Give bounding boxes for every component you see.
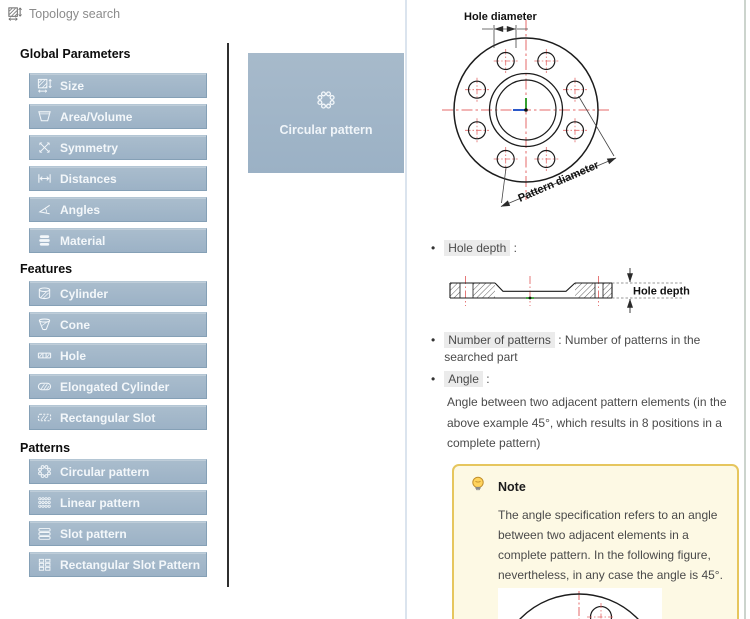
section-heading-patterns: Patterns: [20, 441, 71, 455]
window-title: Topology search: [29, 6, 121, 21]
angle-term: Angle: [444, 371, 483, 387]
section-heading-global-parameters: Global Parameters: [20, 47, 131, 61]
sidebar-button-angles[interactable]: [29, 197, 207, 222]
sidebar-button-distances[interactable]: [29, 166, 207, 191]
hole-diameter-label: Hole diameter: [464, 11, 537, 23]
angles-icon: [37, 202, 52, 217]
number-of-patterns-desc: : Number of patterns in the searched part: [444, 333, 701, 364]
sidebar-button-rectangular-slot-pattern[interactable]: [29, 552, 207, 577]
sidebar-button-label: Cylinder: [60, 286, 109, 301]
sidebar: [20, 46, 220, 583]
number-of-patterns-term: Number of patterns: [444, 332, 555, 348]
sidebar-button-linear-pattern[interactable]: [29, 490, 207, 515]
distances-icon: [37, 171, 52, 186]
rectangular-slot-icon: [37, 410, 52, 425]
sidebar-button-label: Angles: [60, 202, 101, 217]
sidebar-button-label: Material: [60, 233, 106, 248]
sidebar-button-label: Elongated Cylinder: [60, 379, 170, 394]
lightbulb-icon: [469, 475, 487, 498]
bullet-angle: [431, 371, 490, 388]
card-label: Circular pattern: [279, 123, 373, 137]
pattern-diameter-label: Pattern diameter: [516, 159, 601, 205]
slot-pattern-icon: [37, 526, 52, 541]
note-header: [469, 475, 737, 498]
sidebar-button-label: Hole: [60, 348, 87, 363]
sidebar-button-elongated-cylinder[interactable]: [29, 374, 207, 399]
note-figure-container: [498, 588, 662, 619]
angle-description: Angle between two adjacent pattern elements (in the above example 45°, which results in 8 positions in a complete pattern): [447, 395, 727, 450]
sidebar-button-cylinder[interactable]: [29, 281, 207, 306]
flange-top-view-figure: [430, 4, 720, 228]
sidebar-button-label: Area/Volume: [60, 109, 133, 124]
hole-depth-term: Hole depth: [444, 240, 510, 256]
hole-depth-section-figure: [448, 264, 698, 326]
note-box: [452, 464, 739, 619]
hole-icon: [37, 348, 52, 363]
section-heading-features: Features: [20, 262, 73, 276]
bullet-hole-depth: [431, 240, 517, 257]
symmetry-icon: [37, 140, 52, 155]
sidebar-button-label: Cone: [60, 317, 90, 332]
bullet-icon: •: [431, 372, 436, 386]
sidebar-button-circular-pattern[interactable]: [29, 459, 207, 484]
sidebar-button-hole[interactable]: [29, 343, 207, 368]
bullet-icon: •: [431, 333, 436, 347]
sidebar-button-label: Linear pattern: [60, 495, 141, 510]
sidebar-canvas-divider: [227, 43, 229, 587]
area-volume-icon: [37, 109, 52, 124]
note-flange-figure: [498, 588, 662, 619]
sidebar-button-label: Symmetry: [60, 140, 119, 155]
note-text: The angle specification refers to an angle between two adjacent elements in a complete pattern. In the following figure, nevertheless, in any case the angle is 45°.: [498, 508, 723, 582]
sidebar-button-label: Circular pattern: [60, 464, 150, 479]
hole-depth-suffix: :: [510, 241, 517, 255]
sidebar-button-cone[interactable]: [29, 312, 207, 337]
window-title-bar: [7, 6, 120, 21]
bullet-icon: •: [431, 241, 436, 255]
doc-panel-right-edge: [744, 0, 746, 619]
sidebar-button-label: Size: [60, 78, 85, 93]
bullet-number-of-patterns: [431, 332, 743, 366]
topology-search-icon: [7, 6, 22, 21]
cone-icon: [37, 317, 52, 332]
sidebar-button-size[interactable]: [29, 73, 207, 98]
selected-card-circular-pattern[interactable]: [248, 53, 404, 173]
sidebar-button-label: Distances: [60, 171, 117, 186]
sidebar-button-label: Slot pattern: [60, 526, 127, 541]
sidebar-button-slot-pattern[interactable]: [29, 521, 207, 546]
angle-suffix: :: [482, 372, 490, 386]
elongated-cylinder-icon: [37, 379, 52, 394]
note-title: Note: [498, 479, 526, 494]
circular-pattern-card-icon: [315, 89, 337, 116]
sidebar-button-label: Rectangular Slot: [60, 410, 156, 425]
sidebar-button-rectangular-slot[interactable]: [29, 405, 207, 430]
sidebar-button-symmetry[interactable]: [29, 135, 207, 160]
hole-depth-figure-label: Hole depth: [633, 285, 690, 298]
sidebar-button-label: Rectangular Slot Pattern: [60, 557, 201, 572]
rectangular-slot-pattern-icon: [37, 557, 52, 572]
size-icon: [37, 78, 52, 93]
linear-pattern-icon: [37, 495, 52, 510]
material-icon: [37, 233, 52, 248]
sidebar-button-area-volume[interactable]: [29, 104, 207, 129]
cylinder-icon: [37, 286, 52, 301]
doc-panel-divider: [405, 0, 407, 619]
circular-pattern-icon: [37, 464, 52, 479]
sidebar-button-material[interactable]: [29, 228, 207, 253]
